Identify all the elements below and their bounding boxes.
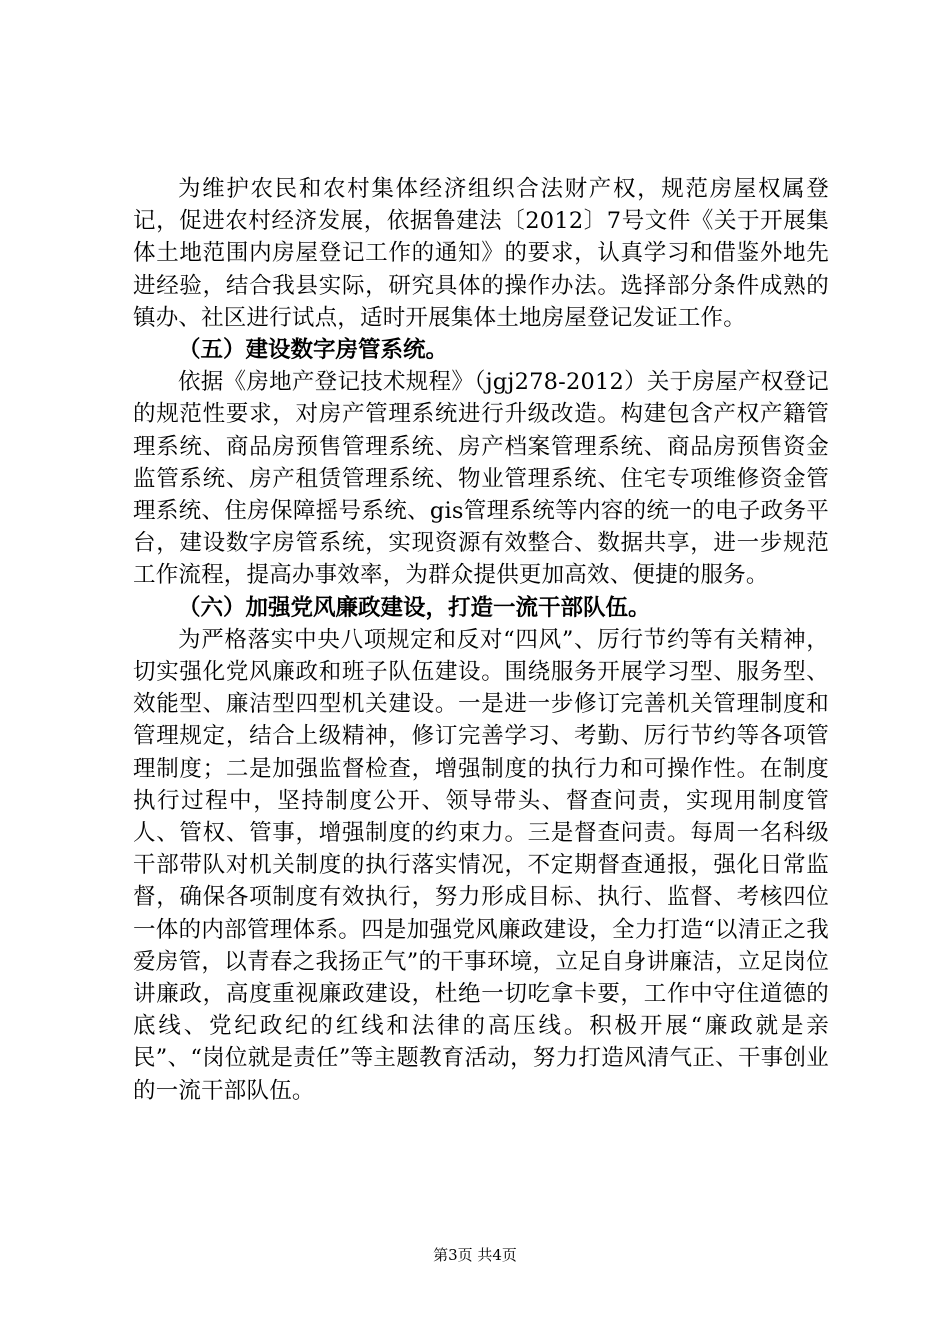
document-body (133, 173, 829, 1107)
paragraph-integrity-building: 为严格落实中央八项规定和反对“四风”、厉行节约等有关精神，切实强化党风廉政和班子队伍建设。围绕服务开展学习型、服务型、效能型、廉洁型四型机关建设。一是进一步修订完善机关管理制度和管理规定，结合上级精神，修订完善学习、考勤、厉行节约等各项管理制度；二是加强监督检查，增强制度的执行力和可操作性。在制度执行过程中，坚持制度公开、领导带头、督查问责，实现用制度管人、管权、管事，增强制度的约束力。三是督查问责。每周一名科级干部带队对机关制度的执行落实情况，不定期督查通报，强化日常监督，确保各项制度有效执行，努力形成目标、执行、监督、考核四位一体的内部管理体系。四是加强党风廉政建设，全力打造“以清正之我爱房管，以青春之我扬正气”的干事环境，立足自身讲廉洁，立足岗位讲廉政，高度重视廉政建设，杜绝一切吃拿卡要，工作中守住道德的底线、党纪政纪的红线和法律的高压线。积极开展“廉政就是亲民”、“岗位就是责任”等主题教育活动，努力打造风清气正、干事创业的一流干部队伍。 (133, 626, 829, 1104)
paragraph-digital-housing-system: 依据《房地产登记技术规程》（jgj278-2012）关于房屋产权登记的规范性要求，对房产管理系统进行升级改造。构建包含产权产籍管理系统、商品房预售管理系统、房产档案管理系统、商品房预售资金监管系统、房产租赁管理系统、物业管理系统、住宅专项维修资金管理系统、住房保障摇号系统、gis管理系统等内容的统一的电子政务平台，建设数字房管系统，实现资源有效整合、数据共享，进一步规范工作流程，提高办事效率，为群众提供更加高效、便捷的服务。 (133, 369, 829, 589)
section-heading-digital-housing-system: （五）建设数字房管系统。 (178, 337, 449, 364)
paragraph-rural-housing-registration: 为维护农民和农村集体经济组织合法财产权，规范房屋权属登记，促进农村经济发展，依据鲁建法〔2012〕7号文件《关于开展集体土地范围内房屋登记工作的通知》的要求，认真学习和借鉴外地先进经验，结合我县实际，研究具体的操作办法。选择部分条件成熟的镇办、社区进行试点，适时开展集体土地房屋登记发证工作。 (133, 176, 829, 331)
page-number-footer: 第3页 共4页 (433, 1246, 517, 1264)
section-heading-integrity-building: （六）加强党风廉政建设，打造一流干部队伍。 (178, 594, 651, 621)
